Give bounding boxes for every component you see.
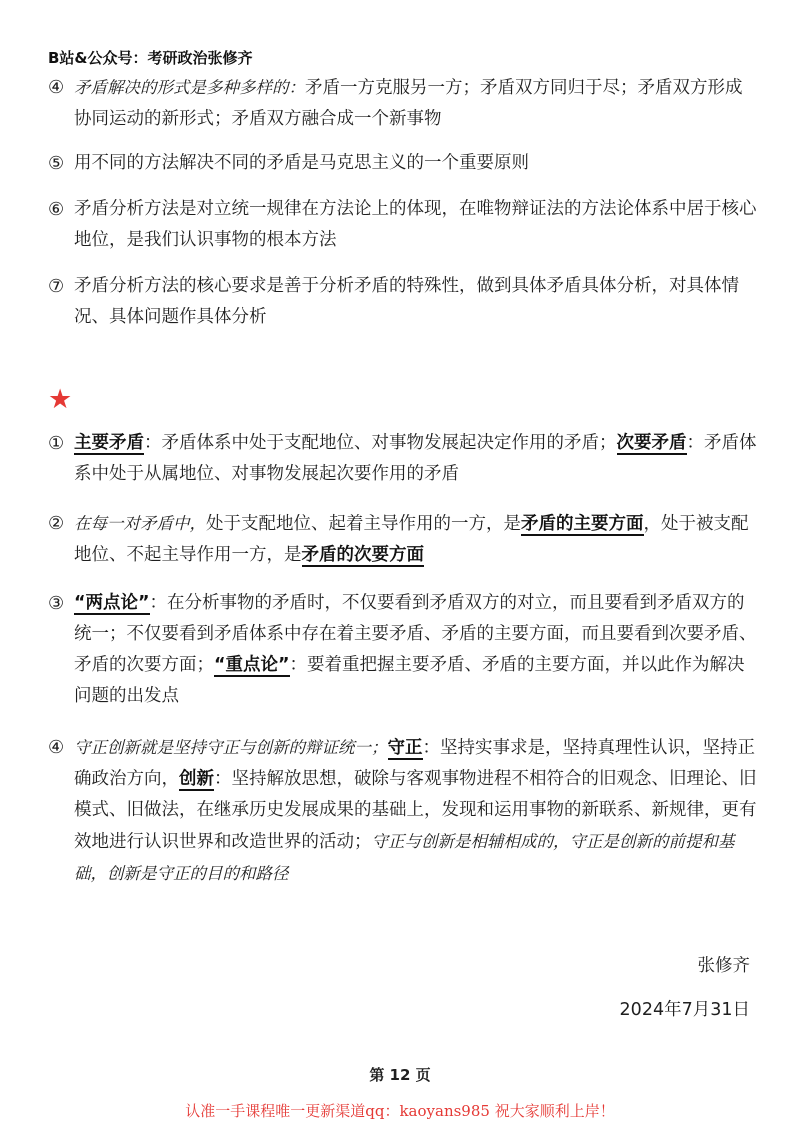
list-item — [48, 194, 758, 256]
list-item — [48, 508, 758, 571]
item-text: ：矛盾体系中处于支配地位、对事物发展起决定作用的矛盾； — [144, 433, 617, 453]
key-term: 创新 — [179, 769, 214, 789]
item-text: ，处于被支配地位、不起主导作用一方，是 — [74, 514, 749, 565]
key-term: “重点论” — [214, 655, 290, 675]
author-name: 张修齐 — [697, 956, 750, 976]
key-term: 矛盾的次要方面 — [301, 545, 424, 565]
item-number: ③ — [48, 593, 65, 614]
list-item — [48, 732, 758, 890]
list-item — [48, 588, 758, 712]
footer-notice: 认准一手课程唯一更新渠道qq：kaoyans985 祝大家顺利上岸！ — [185, 1102, 615, 1120]
key-term: 次要矛盾 — [616, 433, 687, 453]
item-number: ④ — [48, 737, 65, 758]
list-item — [48, 271, 758, 333]
item-text: 矛盾一方克服另一方；矛盾双方同归于尽；矛盾双方形成协同运动的新形式；矛盾双方融合成一个新事物 — [74, 78, 743, 129]
item-tail: 守正与创新是相辅相成的，守正是创新的前提和基础，创新是守正的目的和路径 — [74, 832, 735, 883]
item-lead: 在每一对矛盾中， — [74, 514, 206, 533]
item-text: 矛盾分析方法的核心要求是善于分析矛盾的特殊性，做到具体矛盾具体分析，对具体情况、具体问题作具体分析 — [74, 276, 739, 327]
key-term: 主要矛盾 — [74, 433, 144, 453]
key-term: 守正 — [387, 738, 423, 758]
item-number: ④ — [48, 77, 65, 98]
item-number: ② — [48, 513, 65, 534]
list-item — [48, 72, 758, 135]
list-item — [48, 428, 758, 490]
item-text: ：在分析事物的矛盾时，不仅要看到矛盾双方的对立，而且要看到矛盾双方的统一；不仅要看到矛盾体系中存在着主要矛盾、矛盾的主要方面，而且要看到次要矛盾、矛盾的次要方面； — [74, 593, 757, 675]
item-number: ⑥ — [48, 199, 65, 220]
page-number: 第 12 页 — [369, 1066, 431, 1084]
item-text: ：矛盾体系中处于从属地位、对事物发展起次要作用的矛盾 — [74, 433, 757, 484]
item-number: ⑤ — [48, 153, 65, 174]
key-term: “两点论” — [74, 593, 150, 613]
item-text: ：坚持解放思想，破除与客观事物进程不相符合的旧观念、旧理论、旧模式、旧做法，在继承历史发展成果的基础上，发现和运用事物的新联系、新规律，更有效地进行认识世界和改造世界的活动； — [74, 769, 757, 852]
page-header: B站&公众号：考研政治张修齐 — [48, 49, 253, 67]
star-icon: ★ — [48, 384, 73, 415]
list-item — [48, 148, 758, 179]
item-number: ① — [48, 433, 65, 454]
item-text: 矛盾分析方法是对立统一规律在方法论上的体现，在唯物辩证法的方法论体系中居于核心地位，是我们认识事物的根本方法 — [74, 199, 757, 250]
item-text: ：要着重把握主要矛盾、矛盾的主要方面，并以此作为解决问题的出发点 — [74, 655, 745, 706]
item-number: ⑦ — [48, 276, 65, 297]
item-lead: 守正创新就是坚持守正与创新的辩证统一； — [74, 738, 388, 757]
item-text: ：坚持实事求是，坚持真理性认识，坚持正确政治方向， — [74, 738, 755, 789]
item-text: 处于支配地位、起着主导作用的一方，是 — [206, 514, 521, 534]
item-lead: 矛盾解决的形式是多种多样的： — [74, 78, 305, 97]
item-text: 用不同的方法解决不同的矛盾是马克思主义的一个重要原则 — [74, 153, 529, 173]
date: 2024年7月31日 — [619, 1000, 750, 1020]
key-term: 矛盾的主要方面 — [521, 514, 644, 534]
